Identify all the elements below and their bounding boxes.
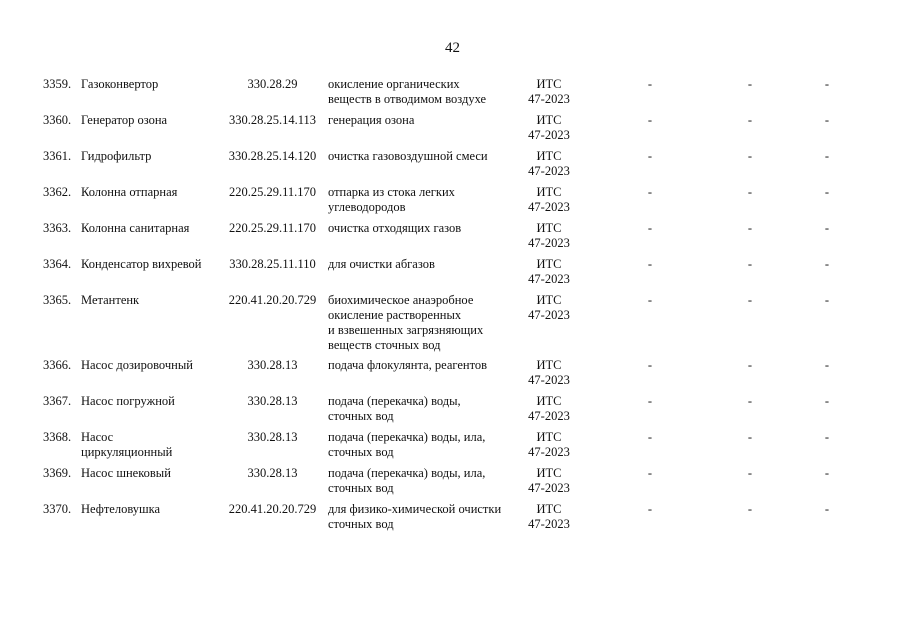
dash-cell: - <box>647 185 653 199</box>
equipment-name: Газоконвертор <box>81 77 159 91</box>
purpose-description: отпарка из стока легких углеводородов <box>328 185 455 214</box>
row-number: 3359. <box>43 77 72 91</box>
table-row <box>0 466 905 502</box>
dash-cell: - <box>747 358 753 372</box>
equipment-name: Генератор озона <box>81 113 168 127</box>
its-reference: ИТС 47-2023 <box>528 293 570 322</box>
okpd-code: 330.28.29 <box>247 77 298 91</box>
dash-cell: - <box>647 113 653 127</box>
okpd-code: 220.25.29.11.170 <box>228 185 317 199</box>
row-number: 3366. <box>43 358 72 372</box>
row-number: 3370. <box>43 502 72 516</box>
page-number: 42 <box>445 40 460 56</box>
dash-cell: - <box>747 394 753 408</box>
its-reference: ИТС 47-2023 <box>528 77 570 106</box>
dash-cell: - <box>647 149 653 163</box>
dash-cell: - <box>824 221 830 235</box>
table-row <box>0 430 905 466</box>
dash-cell: - <box>647 502 653 516</box>
table-row <box>0 293 905 358</box>
dash-cell: - <box>747 221 753 235</box>
row-number: 3369. <box>43 466 72 480</box>
purpose-description: подача (перекачка) воды, ила, сточных вод <box>328 430 486 459</box>
dash-cell: - <box>747 502 753 516</box>
row-number: 3364. <box>43 257 72 271</box>
purpose-description: подача (перекачка) воды, ила, сточных вод <box>328 466 486 495</box>
okpd-code: 330.28.25.14.113 <box>228 113 317 127</box>
its-reference: ИТС 47-2023 <box>528 149 570 178</box>
okpd-code: 330.28.25.14.120 <box>228 149 317 163</box>
row-number: 3361. <box>43 149 72 163</box>
purpose-description: подача (перекачка) воды, сточных вод <box>328 394 461 423</box>
table-row <box>0 77 905 113</box>
equipment-name: Колонна санитарная <box>81 221 190 235</box>
purpose-description: окисление органических веществ в отводимом воздухе <box>328 77 487 106</box>
dash-cell: - <box>647 394 653 408</box>
purpose-description: биохимическое анаэробное окисление растворенных и взвешенных загрязняющих веществ сточных вод <box>328 293 484 352</box>
equipment-name: Колонна отпарная <box>81 185 178 199</box>
table-row <box>0 257 905 293</box>
row-number: 3360. <box>43 113 72 127</box>
table-row <box>0 221 905 257</box>
dash-cell: - <box>747 293 753 307</box>
its-reference: ИТС 47-2023 <box>528 430 570 459</box>
okpd-code: 330.28.13 <box>247 358 298 372</box>
row-number: 3362. <box>43 185 72 199</box>
row-number: 3365. <box>43 293 72 307</box>
dash-cell: - <box>747 257 753 271</box>
equipment-name: Конденсатор вихревой <box>81 257 202 271</box>
equipment-name: Насос погружной <box>81 394 175 408</box>
dash-cell: - <box>747 466 753 480</box>
dash-cell: - <box>647 358 653 372</box>
dash-cell: - <box>747 113 753 127</box>
dash-cell: - <box>824 257 830 271</box>
equipment-name: Насос дозировочный <box>81 358 193 372</box>
dash-cell: - <box>647 221 653 235</box>
its-reference: ИТС 47-2023 <box>528 502 570 531</box>
its-reference: ИТС 47-2023 <box>528 113 570 142</box>
table-row <box>0 394 905 430</box>
equipment-name: Метантенк <box>81 293 140 307</box>
dash-cell: - <box>824 358 830 372</box>
purpose-description: очистка отходящих газов <box>328 221 462 235</box>
dash-cell: - <box>747 185 753 199</box>
its-reference: ИТС 47-2023 <box>528 257 570 286</box>
table-row <box>0 185 905 221</box>
dash-cell: - <box>747 430 753 444</box>
equipment-name: Нефтеловушка <box>81 502 161 516</box>
row-number: 3363. <box>43 221 72 235</box>
okpd-code: 220.41.20.20.729 <box>228 293 317 307</box>
table-row <box>0 149 905 185</box>
its-reference: ИТС 47-2023 <box>528 185 570 214</box>
equipment-table <box>0 77 905 538</box>
dash-cell: - <box>824 394 830 408</box>
its-reference: ИТС 47-2023 <box>528 466 570 495</box>
its-reference: ИТС 47-2023 <box>528 221 570 250</box>
dash-cell: - <box>824 293 830 307</box>
dash-cell: - <box>647 257 653 271</box>
dash-cell: - <box>747 77 753 91</box>
dash-cell: - <box>824 113 830 127</box>
equipment-name: Гидрофильтр <box>81 149 152 163</box>
purpose-description: очистка газовоздушной смеси <box>328 149 488 163</box>
okpd-code: 330.28.13 <box>247 430 298 444</box>
okpd-code: 330.28.13 <box>247 466 298 480</box>
row-number: 3367. <box>43 394 72 408</box>
row-number: 3368. <box>43 430 72 444</box>
purpose-description: подача флокулянта, реагентов <box>328 358 488 372</box>
dash-cell: - <box>747 149 753 163</box>
okpd-code: 220.41.20.20.729 <box>228 502 317 516</box>
dash-cell: - <box>647 77 653 91</box>
its-reference: ИТС 47-2023 <box>528 394 570 423</box>
dash-cell: - <box>824 430 830 444</box>
table-row <box>0 358 905 394</box>
purpose-description: генерация озона <box>328 113 415 127</box>
dash-cell: - <box>824 466 830 480</box>
dash-cell: - <box>824 502 830 516</box>
table-row <box>0 502 905 538</box>
table-row <box>0 113 905 149</box>
dash-cell: - <box>824 149 830 163</box>
dash-cell: - <box>647 293 653 307</box>
dash-cell: - <box>647 430 653 444</box>
purpose-description: для физико-химической очистки сточных вод <box>328 502 502 531</box>
its-reference: ИТС 47-2023 <box>528 358 570 387</box>
dash-cell: - <box>647 466 653 480</box>
dash-cell: - <box>824 185 830 199</box>
purpose-description: для очистки абгазов <box>328 257 435 271</box>
okpd-code: 330.28.25.11.110 <box>229 257 316 271</box>
equipment-name: Насос шнековый <box>81 466 171 480</box>
equipment-name: Насос циркуляционный <box>81 430 173 459</box>
okpd-code: 330.28.13 <box>247 394 298 408</box>
dash-cell: - <box>824 77 830 91</box>
okpd-code: 220.25.29.11.170 <box>228 221 317 235</box>
